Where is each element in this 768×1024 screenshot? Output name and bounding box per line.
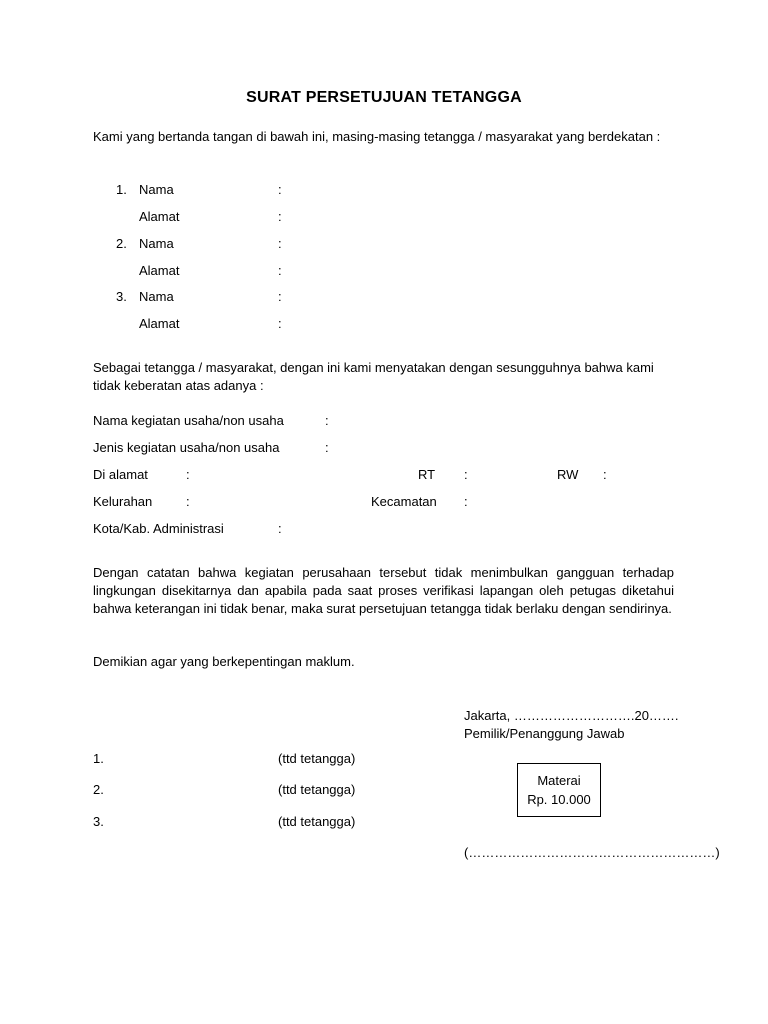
signature-label: (ttd tetangga)	[278, 751, 356, 766]
activity-type-label: Jenis kegiatan usaha/non usaha	[93, 440, 280, 455]
owner-label: Pemilik/Penanggung Jawab	[464, 726, 625, 741]
colon: :	[278, 209, 282, 224]
colon: :	[278, 316, 282, 331]
colon: :	[325, 440, 329, 455]
colon: :	[278, 236, 282, 251]
neighbor-address-label: Alamat	[139, 316, 180, 331]
neighbor-name-label: Nama	[139, 236, 174, 251]
neighbor-address-label: Alamat	[139, 209, 180, 224]
signature-number: 2.	[93, 782, 104, 797]
signature-label: (ttd tetangga)	[278, 814, 356, 829]
colon: :	[325, 413, 329, 428]
colon: :	[186, 467, 190, 482]
kelurahan-label: Kelurahan	[93, 494, 153, 509]
owner-signature-line: (…………………………………………………)	[464, 845, 720, 860]
place-date: Jakarta, ……………………….20…….	[464, 708, 679, 723]
note-paragraph: Dengan catatan bahwa kegiatan perusahaan tersebut tidak menimbulkan gangguan terhadap lingkungan disekitarnya dan apabila pada saat proses verifikasi lapangan oleh petugas diketahui bahwa keterangan ini tidak benar, maka surat persetujuan tetangga tidak berlaku dengan sendirinya.	[93, 565, 674, 616]
neighbor-address-label: Alamat	[139, 263, 180, 278]
stamp-line-1: Materai	[537, 773, 581, 788]
signature-number: 1.	[93, 751, 104, 766]
neighbor-name-label: Nama	[139, 182, 174, 197]
neighbor-number: 3.	[116, 289, 127, 304]
colon: :	[278, 182, 282, 197]
stamp-line-2: Rp. 10.000	[527, 792, 591, 807]
intro-paragraph: Kami yang bertanda tangan di bawah ini, masing-masing tetangga / masyarakat yang berdekatan :	[93, 129, 661, 144]
rt-label: RT	[418, 467, 436, 482]
activity-name-label: Nama kegiatan usaha/non usaha	[93, 413, 284, 428]
colon: :	[464, 467, 468, 482]
stamp-box	[517, 763, 601, 817]
colon: :	[186, 494, 190, 509]
colon: :	[464, 494, 468, 509]
colon: :	[603, 467, 607, 482]
document-title: SURAT PERSETUJUAN TETANGGA	[246, 89, 522, 106]
colon: :	[278, 521, 282, 536]
kecamatan-label: Kecamatan	[371, 494, 437, 509]
colon: :	[278, 263, 282, 278]
rw-label: RW	[557, 467, 579, 482]
signature-number: 3.	[93, 814, 104, 829]
colon: :	[278, 289, 282, 304]
signature-label: (ttd tetangga)	[278, 782, 356, 797]
neighbor-name-label: Nama	[139, 289, 174, 304]
address-label: Di alamat	[93, 467, 148, 482]
kota-label: Kota/Kab. Administrasi	[93, 521, 224, 536]
neighbor-number: 2.	[116, 236, 127, 251]
closing-paragraph: Demikian agar yang berkepentingan maklum.	[93, 654, 355, 669]
statement-paragraph: Sebagai tetangga / masyarakat, dengan ini kami menyatakan dengan sesungguhnya bahwa kami tidak keberatan atas adanya :	[93, 360, 654, 393]
neighbor-number: 1.	[116, 182, 127, 197]
